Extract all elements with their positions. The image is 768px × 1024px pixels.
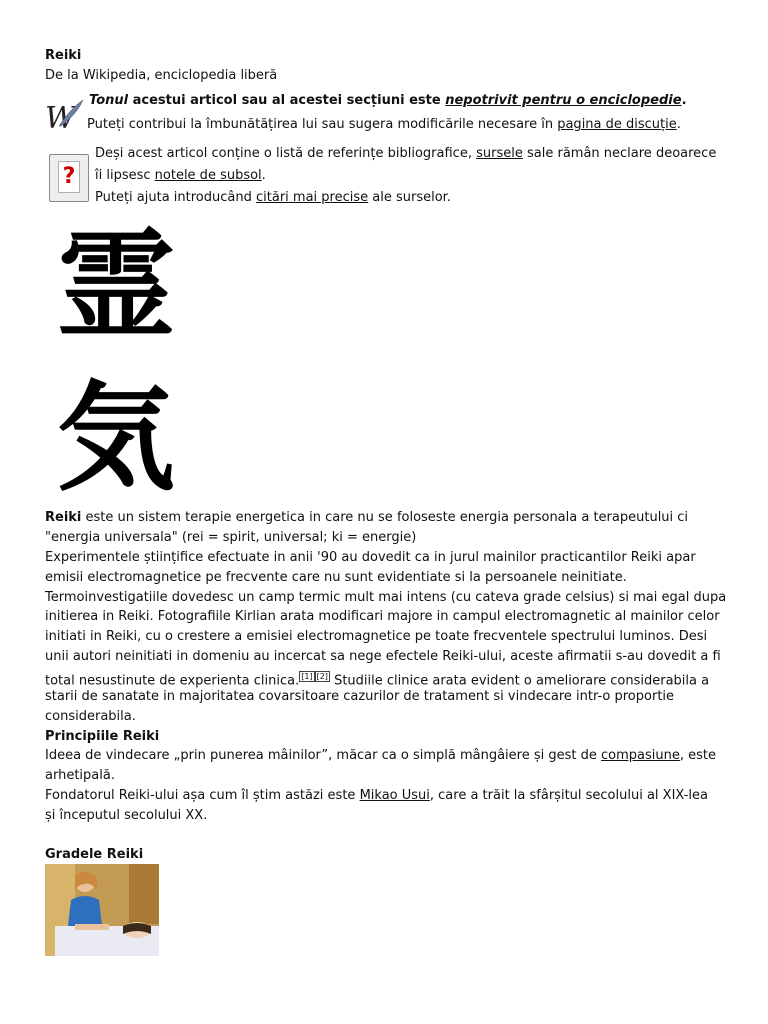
notice-tone-word: Tonul: [89, 93, 129, 108]
notice-sources-line2: [95, 166, 266, 186]
notice-tone-text: acestui articol sau al acestei secțiuni este: [128, 93, 446, 108]
principles-text: , este: [679, 748, 717, 763]
notice-sources-line1: [95, 144, 716, 164]
principles-line: și începutul secolului XX.: [45, 808, 208, 823]
notice-tone-help: [87, 115, 681, 135]
body-text: Studiile clinice arata evident o ameliorare considerabila a: [329, 673, 710, 689]
kanji-ki: 気: [57, 368, 176, 507]
body-text: este un sistem terapie energetica in care nu se foloseste energia personala a terapeutului ci: [81, 510, 689, 525]
body-line: considerabila.: [45, 709, 136, 724]
quill-icon: [45, 98, 85, 134]
section-heading-grades: Gradele Reiki: [45, 847, 144, 862]
notice-sources-text3: îi lipsesc: [95, 168, 155, 183]
reiki-session-photo: [45, 864, 159, 956]
footnotes-link[interactable]: notele de subsol: [154, 168, 262, 183]
body-line: unii autori neinitiati in domeniu au incercat sa nege efectele Reiki-ului, aceste afirmatii s-au dovedit a fi: [45, 649, 721, 664]
talk-page-link[interactable]: pagina de discuție: [557, 117, 677, 132]
svg-text:W: W: [45, 101, 76, 134]
principles-line: [45, 746, 716, 766]
notice-sources-text2: sale rămân neclare deoarece: [522, 146, 717, 161]
notice-tone-end: .: [681, 93, 687, 108]
body-line: emisii electromagnetice pe frecvente care nu sunt evidentiate si la persoanele neinitiate.: [45, 570, 627, 585]
page-title: Reiki: [45, 48, 82, 63]
compassion-link[interactable]: compasiune: [601, 748, 680, 763]
principles-line: arhetipală.: [45, 768, 115, 783]
principles-text: Fondatorul Reiki-ului așa cum îl știm astăzi este: [45, 788, 360, 803]
principles-text: , care a trăit la sfârșitul secolului al XIX-lea: [429, 788, 708, 803]
reference-link[interactable]: [2]: [316, 672, 328, 681]
body-line: [45, 508, 688, 528]
reiki-bold: Reiki: [45, 510, 82, 525]
mikao-usui-link[interactable]: Mikao Usui: [359, 788, 430, 803]
body-text: total nesustinute de experienta clinica.: [45, 673, 300, 689]
body-line: "energia universala" (rei = spirit, universal; ki = energie): [45, 530, 417, 545]
sources-link[interactable]: sursele: [476, 146, 523, 161]
body-line: Experimentele științifice efectuate in anii '90 au dovedit ca in jurul mainilor practicantilor Reiki apar: [45, 550, 696, 565]
section-heading-principles: Principiile Reiki: [45, 729, 160, 744]
reference-link[interactable]: [1]: [301, 672, 313, 681]
notice-sources-text5: Puteți ajuta introducând: [95, 190, 256, 205]
notice-sources-text4: .: [261, 168, 266, 183]
body-line: initiati in Reiki, cu o crestere a emisiei electromagnetice pe toate frecventele spectrului luminos. Desi: [45, 629, 708, 644]
notice-tone-help-end: .: [676, 117, 681, 132]
unencyclopedic-link[interactable]: nepotrivit pentru o enciclopedie: [445, 93, 682, 108]
notice-sources-text6: ale surselor.: [368, 190, 451, 205]
notice-sources-line3: [95, 188, 451, 208]
notice-sources-text: Deși acest articol conține o listă de referințe bibliografice,: [95, 146, 477, 161]
notice-tone-help-text: Puteți contribui la îmbunătățirea lui sau sugera modificările necesare în: [87, 117, 558, 132]
question-book-icon: ?: [49, 154, 89, 202]
principles-line: [45, 786, 708, 806]
precise-citations-link[interactable]: citări mai precise: [256, 190, 369, 205]
body-line: Termoinvestigatiile dovedesc un camp termic mult mai intens (cu cateva grade celsius) si mai egal dupa: [45, 590, 727, 605]
page-subtitle: De la Wikipedia, enciclopedia liberă: [45, 68, 278, 83]
kanji-rei: 霊: [57, 216, 176, 355]
body-line: initierea in Reiki. Fotografiile Kirlian arata modificari majore in campul electromagnetic al mainilor celor: [45, 609, 720, 624]
principles-text: Ideea de vindecare „prin punerea mâinilor”, măcar ca o simplă mângâiere și gest de: [45, 748, 602, 763]
body-line: starii de sanatate in majoritatea covarsitoare cazurilor de tratament si vindecare intr-o proportie: [45, 689, 675, 704]
notice-tone: [89, 91, 687, 111]
